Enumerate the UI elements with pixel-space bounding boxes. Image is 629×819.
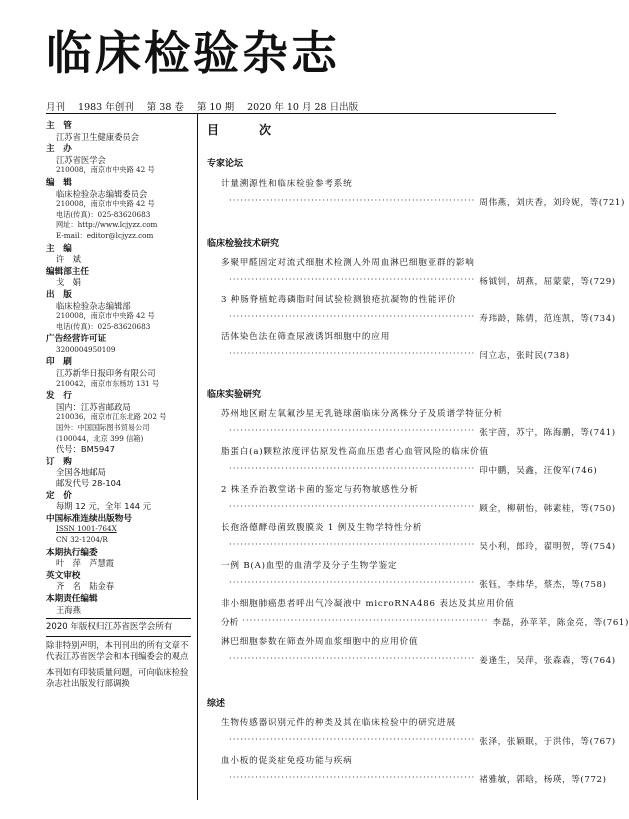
masthead-entry: [46, 457, 191, 489]
article-authors: 李磊，孙苹苹，陈金亮，等(761): [492, 618, 629, 628]
disclaimer-note: 除非特别声明，本刊刊出的所有文章不代表江苏省医学会和本刊编委会的观点: [46, 639, 189, 662]
article-title[interactable]: 淋巴细胞参数在筛查外周血浆细胞中的应用价值: [221, 637, 419, 647]
entry-value: 每期 12 元，全年 144 元: [56, 501, 152, 512]
entry-label: 出 版: [46, 289, 72, 300]
entry-detail: 电话(传真)：025-83620683: [56, 209, 151, 219]
dot-leader: ··································································: [229, 275, 476, 285]
entry-value: 临床检验杂志编辑委员会: [56, 188, 148, 199]
article-title[interactable]: 长孢洛德酵母菌致腹膜炎 1 例及生物学特性分析: [221, 523, 423, 533]
dot-leader: ··································································: [229, 196, 476, 206]
masthead-entry: [46, 491, 191, 512]
dot-leader: ··································································: [229, 426, 476, 436]
dot-leader: ··································································: [229, 312, 476, 322]
entry-detail: 210036，南京市江东北路 202 号: [56, 412, 167, 422]
section-heading: 临床检验技术研究: [207, 239, 280, 249]
entry-label: 定 价: [46, 490, 72, 501]
article-title[interactable]: 多聚甲醛固定对流式细胞术检测人外周血淋巴细胞亚群的影响: [221, 258, 475, 268]
section-heading: 专家论坛: [207, 159, 244, 169]
article-title[interactable]: 计量溯源性和临床检验参考系统: [221, 179, 353, 189]
entry-value: 许 斌: [56, 254, 81, 265]
issue-founded: 1983 年创刊: [78, 102, 134, 113]
article-authors: 顾全，柳朝怡，韩素桂，等(750): [479, 504, 616, 514]
article-authors: 闫立志，张时民(738): [479, 351, 570, 361]
article-authors-line: [229, 275, 616, 287]
entry-label: 英文审校: [46, 570, 81, 581]
dot-leader: ··································································: [229, 502, 476, 512]
article-authors: 张宇茵，苏宁，陈海鹏，等(741): [479, 428, 616, 438]
entry-detail: 210008，南京市中央路 42 号: [56, 311, 155, 321]
entry-value: 叶 萍 芦慧霞: [56, 558, 115, 569]
article-authors: 吴小利，郎玲，翟明贺，等(754): [479, 542, 616, 552]
masthead-entry: [46, 334, 191, 355]
dot-leader: ··································································: [229, 540, 476, 550]
entry-label: 本期执行编委: [46, 547, 98, 558]
entry-label: 印 刷: [46, 357, 72, 368]
masthead-entry: [46, 357, 191, 389]
masthead-entry: [46, 121, 191, 142]
article-authors-line: [229, 312, 616, 324]
entry-extra: 邮发代号 28-104: [56, 478, 122, 488]
entry-value: 3200004950109: [56, 344, 116, 354]
masthead-entry: [46, 571, 191, 592]
entry-value: 江苏新华日报印务有限公司: [56, 368, 156, 379]
entry-detail: 210042，南京市东杨坊 131 号: [56, 378, 160, 388]
entry-value: 临床检验杂志编辑部: [56, 300, 131, 311]
entry-label: 编辑部主任: [46, 266, 89, 277]
email-link[interactable]: E-mail：editor@lcjyzz.com: [56, 230, 154, 240]
table-of-contents: [207, 121, 629, 785]
entry-detail: 210008，南京市中央路 42 号: [56, 199, 155, 209]
article-title-continuation: 分析: [221, 618, 239, 628]
journal-title: 临床检验杂志: [46, 26, 340, 80]
article-authors: 张钰，李炜华，蔡杰，等(758): [479, 580, 607, 590]
dot-leader: ··································································: [229, 349, 476, 359]
header-rule: [46, 113, 556, 114]
entry-value: 戈 娟: [56, 277, 81, 288]
article-title[interactable]: 苏州地区耐左氧氟沙星无乳链球菌临床分离株分子及质谱学特征分析: [221, 409, 503, 419]
article-authors: 杨钺钊，胡燕，屈蒙蒙，等(729): [479, 277, 616, 287]
entry-label: 主 管: [46, 121, 72, 131]
article-title[interactable]: 活体染色法在筛查尿液诱饵细胞中的应用: [221, 332, 391, 342]
issue-number: 第 10 期: [196, 102, 235, 113]
entry-label: 主 办: [46, 144, 72, 155]
section-heading: 临床实验研究: [207, 390, 262, 400]
section-heading: 综述: [207, 699, 226, 709]
dot-leader: ··································································: [229, 735, 476, 745]
masthead-entry: [46, 514, 191, 546]
article-authors-line: [229, 773, 607, 785]
entry-value: 全国各地邮局: [56, 467, 106, 478]
entry-value: 国内：江苏省邮政局: [56, 401, 131, 412]
entry-label: 编 辑: [46, 177, 72, 188]
entry-detail: 国外：中国国际图书贸易公司: [56, 423, 150, 433]
entry-label: 主 编: [46, 243, 72, 254]
entry-label: 广告经营许可证: [46, 334, 107, 345]
article-title[interactable]: 一例 B(A)血型的血清学及分子生物学鉴定: [221, 561, 398, 571]
issue-volume: 第 38 卷: [146, 102, 184, 113]
article-authors: 周伟燕，刘庆香，刘玲妮，等(721): [479, 198, 625, 208]
article-title[interactable]: 3 种肠脊植蛇毒磷脂时间试验检测狼疮抗凝物的性能评价: [221, 295, 457, 305]
article-authors: 褚雅敏，郭晗，杨瑛，等(772): [479, 775, 607, 785]
article-authors-line: [221, 616, 629, 628]
issue-info: [46, 99, 368, 113]
article-authors: 印中鹏，吴鑫，汪俊军(746): [479, 466, 598, 476]
entry-detail: 电话(传真)：025-83620683: [56, 321, 151, 331]
entry-value: 江苏省医学会: [56, 154, 106, 165]
article-authors-line: [229, 578, 607, 590]
issue-frequency: 月刊: [46, 102, 66, 113]
entry-extra: 代号：BM5947: [56, 444, 115, 455]
entry-value: 王海燕: [56, 604, 81, 615]
article-title[interactable]: 2 株圣乔治教堂诺卡菌的鉴定与药物敏感性分析: [221, 485, 419, 495]
entry-value: 江苏省卫生健康委员会: [56, 131, 139, 142]
article-title[interactable]: 非小细胞肺癌患者呼出气冷凝液中 microRNA486 表达及其应用价值: [221, 599, 515, 609]
article-authors-line: [229, 502, 616, 514]
masthead-entry: [46, 290, 191, 332]
divider: [46, 636, 191, 637]
article-authors-line: [229, 654, 616, 666]
article-title[interactable]: 脂蛋白(a)颗粒浓度评估原发性高血压患者心血管风险的临床价值: [221, 447, 489, 457]
cn-number: CN 32-1204/R: [56, 534, 108, 544]
issue-date: 2020 年 10 月 28 日出版: [247, 102, 359, 113]
entry-value: 齐 名 陆金春: [56, 581, 115, 592]
article-authors-line: [229, 196, 625, 208]
masthead-entry: [46, 178, 191, 242]
article-authors-line: [229, 735, 616, 747]
masthead-entry: [46, 144, 191, 176]
dot-leader: ··································································: [229, 578, 476, 588]
masthead-column: [46, 121, 191, 693]
issn: ISSN 1001-764X: [56, 524, 117, 534]
masthead-entry: [46, 391, 191, 455]
entry-label: 本期责任编辑: [46, 593, 98, 604]
website-link[interactable]: 网址：http://www.lcjyzz.com: [56, 220, 158, 230]
article-authors: 寿玮龄，陈倩，范连凯，等(734): [479, 314, 616, 324]
column-divider: [197, 114, 198, 800]
article-authors-line: [229, 349, 570, 361]
entry-label: 发 行: [46, 391, 72, 402]
masthead-entry: [46, 548, 191, 569]
article-title[interactable]: 血小板的促炎症免疫功能与疾病: [221, 756, 353, 766]
article-authors: 姜逢生，吴萍，张森森，等(764): [479, 656, 616, 666]
entry-detail: (100044，北京 399 信箱): [56, 433, 144, 443]
entry-label: 订 购: [46, 456, 72, 467]
entry-label: 中国标准连续出版物号: [46, 513, 132, 524]
article-title[interactable]: 生物传感器识别元件的种类及其在临床检验中的研究进展: [221, 718, 456, 728]
article-authors-line: [229, 426, 616, 438]
dot-leader: ··································································: [229, 654, 476, 664]
entry-detail: 210008，南京市中央路 42 号: [56, 165, 155, 175]
masthead-entry: [46, 594, 191, 615]
masthead-entry: [46, 244, 191, 265]
masthead-entry: [46, 267, 191, 288]
article-authors-line: [229, 540, 616, 552]
quality-note: 本刊如有印装质量问题，可向临床检验杂志社出版发行部调换: [46, 666, 189, 688]
divider: [46, 618, 191, 619]
dot-leader: ··································································: [229, 773, 476, 783]
article-authors-line: [229, 464, 598, 476]
article-authors: 张泽，张颖眠，于洪伟，等(767): [479, 737, 616, 747]
dot-leader: ··································································: [229, 464, 476, 474]
dot-leader: ··································································: [242, 616, 489, 626]
toc-heading: 目 次: [207, 123, 286, 137]
copyright-notice: 2020 年版权归江苏省医学会所有: [46, 622, 173, 633]
